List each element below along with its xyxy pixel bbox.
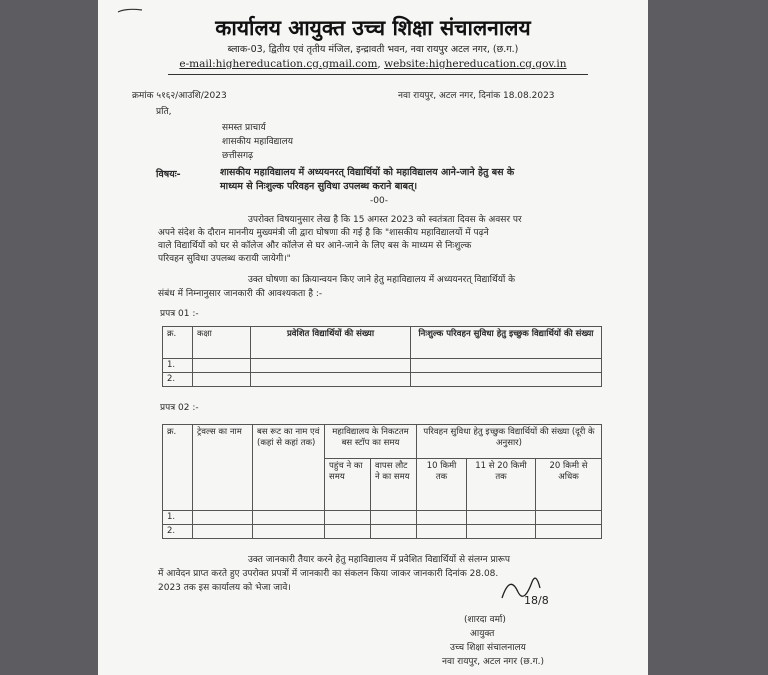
- table-row: [163, 373, 602, 387]
- form1-cell: [251, 373, 411, 387]
- form2-header-sno: क्र.: [163, 425, 193, 511]
- form2-cell: [253, 511, 325, 525]
- table-row: [163, 359, 602, 373]
- subject-line-2: माध्यम से निःशुल्क परिवहन सुविधा उपलब्ध कराने बाबत्।: [220, 181, 418, 192]
- para2-line-2: संबंध में निम्नानुसार जानकारी की आवश्यकता है :-: [158, 289, 323, 299]
- document-page: [98, 0, 648, 675]
- form1-table: [162, 326, 602, 387]
- form2-cell: [417, 511, 467, 525]
- form1-cell: [251, 359, 411, 373]
- para3-line-1: उक्त जानकारी तैयार करने हेतु महाविद्यालय में प्रवेशित विद्यार्थियों से संलग्न प्रारूप: [248, 555, 511, 565]
- form2-header-interested: परिवहन सुविधा हेतु इच्छुक विद्यार्थियों की संख्या (दूरी के अनुसार): [417, 425, 602, 459]
- letter-place-date: नवा रायपुर, अटल नगर, दिनांक 18.08.2023: [398, 91, 555, 101]
- email-text: e-mail:highereducation.cg.gmail.com: [179, 58, 378, 70]
- form2-header-row: [163, 425, 602, 459]
- route-line-2: (कहां से कहां तक): [257, 438, 316, 448]
- form2-cell: [325, 525, 371, 539]
- form2-cell: [193, 525, 253, 539]
- form2-cell: [325, 511, 371, 525]
- form2-header-10km: 10 किमी तक: [417, 459, 467, 511]
- form2-header-20km-plus: 20 किमी से अधिक: [535, 459, 601, 511]
- signature-date-mark: 18/8: [524, 594, 549, 607]
- form2-header-travels: ट्रेवल्स का नाम: [193, 425, 253, 511]
- para1-line-1: उपरोक्त विषयानुसार लेख है कि 15 अगस्त 2023 को स्वतंत्रता दिवस के अवसर पर: [248, 215, 522, 225]
- table-row: [163, 525, 602, 539]
- form2-header-11-20km: 11 से 20 किमी तक: [467, 459, 536, 511]
- viewer-right-margin: [648, 0, 768, 675]
- separator: -00-: [370, 196, 388, 206]
- route-line-1: बस रूट का नाम एवं: [257, 427, 320, 437]
- form2-cell: [535, 511, 601, 525]
- form2-cell: [371, 525, 417, 539]
- form1-label: प्रपत्र 01 :-: [160, 309, 199, 319]
- form1-header-sno: क्र.: [163, 327, 193, 359]
- form1-header-admitted: प्रवेशित विद्यार्थियों की संख्या: [251, 327, 411, 359]
- signatory-designation: आयुक्त: [470, 629, 495, 639]
- form2-cell: [535, 525, 601, 539]
- form1-cell: [411, 373, 602, 387]
- form2-row-sno: 1.: [163, 511, 193, 525]
- para3-line-2: में आवेदन प्राप्त करते हुए उपरोक्त प्रपत्रों में जानकारी का संकलन किया जाकर जानकारी दिनांक 28.08.: [158, 569, 499, 579]
- para1-line-3: वाले विद्यार्थियों को घर से कॉलेज और कॉलेज से घर आने-जाने के लिए बस के माध्यम से निःशुल्क: [158, 241, 472, 251]
- viewer-left-margin: [0, 0, 98, 675]
- form2-cell: [193, 511, 253, 525]
- para1-line-4: परिवहन सुविधा उपलब्ध करायी जायेगी।": [158, 254, 291, 264]
- form2-header-return: वापस लौट ने का समय: [371, 459, 417, 511]
- letter-number: क्रमांक ५१६२/आउशि/2023: [132, 91, 227, 101]
- form2-row-sno: 2.: [163, 525, 193, 539]
- para1-line-2: अपने संदेश के दौरान माननीय मुख्यमंत्री जी द्वारा घोषणा की गई है कि "शासकीय महाविद्यालयों में पढ़ने: [158, 228, 489, 238]
- form2-header-arrival: पहुंच ने का समय: [325, 459, 371, 511]
- signatory-place: नवा रायपुर, अटल नगर (छ.ग.): [442, 657, 545, 667]
- form1-row-sno: 1.: [163, 359, 193, 373]
- form2-label: प्रपत्र 02 :-: [160, 403, 199, 413]
- form1-header-interested: निःशुल्क परिवहन सुविधा हेतु इच्छुक विद्यार्थियों की संख्या: [411, 327, 602, 359]
- recipient-line-2: शासकीय महाविद्यालय: [222, 137, 294, 147]
- subject-line-1: शासकीय महाविद्यालय में अध्ययनरत् विद्यार्थियों को महाविद्यालय आने-जाने हेतु बस के: [220, 167, 515, 178]
- para2-line-1: उक्त घोषणा का क्रियान्वयन किए जाने हेतु महाविद्यालय में अध्ययनरत् विद्यार्थियों के: [248, 275, 516, 285]
- form1-header-row: [163, 327, 602, 359]
- form2-cell: [467, 525, 536, 539]
- contact-line: e-mail:highereducation.cg.gmail.com, website:highereducation.cg.gov.in: [179, 58, 567, 70]
- office-title: कार्यालय आयुक्त उच्च शिक्षा संचालनालय: [215, 15, 531, 40]
- form1-cell: [193, 359, 251, 373]
- form2-header-stop-time: महाविद्यालय के निकटतम बस स्टॉप का समय: [325, 425, 417, 459]
- form1-cell: [193, 373, 251, 387]
- form2-cell: [417, 525, 467, 539]
- para3-line-3: 2023 तक इस कार्यालय को भेजा जावे।: [158, 583, 291, 593]
- recipient-line-1: समस्त प्राचार्य: [222, 123, 266, 133]
- table-row: [163, 511, 602, 525]
- form1-header-class: कक्षा: [193, 327, 251, 359]
- signatory-office: उच्च शिक्षा संचालनालय: [450, 643, 526, 653]
- letter-to: प्रति,: [156, 107, 172, 117]
- office-address: ब्लाक-03, द्वितीय एवं तृतीय मंजिल, इन्द्रावती भवन, नवा रायपुर अटल नगर, (छ.ग.): [227, 44, 519, 55]
- form2-cell: [253, 525, 325, 539]
- website-text: website:highereducation.cg.gov.in: [384, 58, 567, 70]
- header-divider: [168, 74, 588, 75]
- form2-header-route: [253, 425, 325, 511]
- form2-table: [162, 424, 602, 539]
- signature-mark: [496, 568, 556, 608]
- signatory-name: (शारदा वर्मा): [464, 615, 506, 625]
- form1-cell: [411, 359, 602, 373]
- form1-row-sno: 2.: [163, 373, 193, 387]
- subject-label: विषयः-: [156, 169, 181, 180]
- form2-cell: [467, 511, 536, 525]
- recipient-line-3: छत्तीसगढ़: [222, 151, 254, 161]
- form2-cell: [371, 511, 417, 525]
